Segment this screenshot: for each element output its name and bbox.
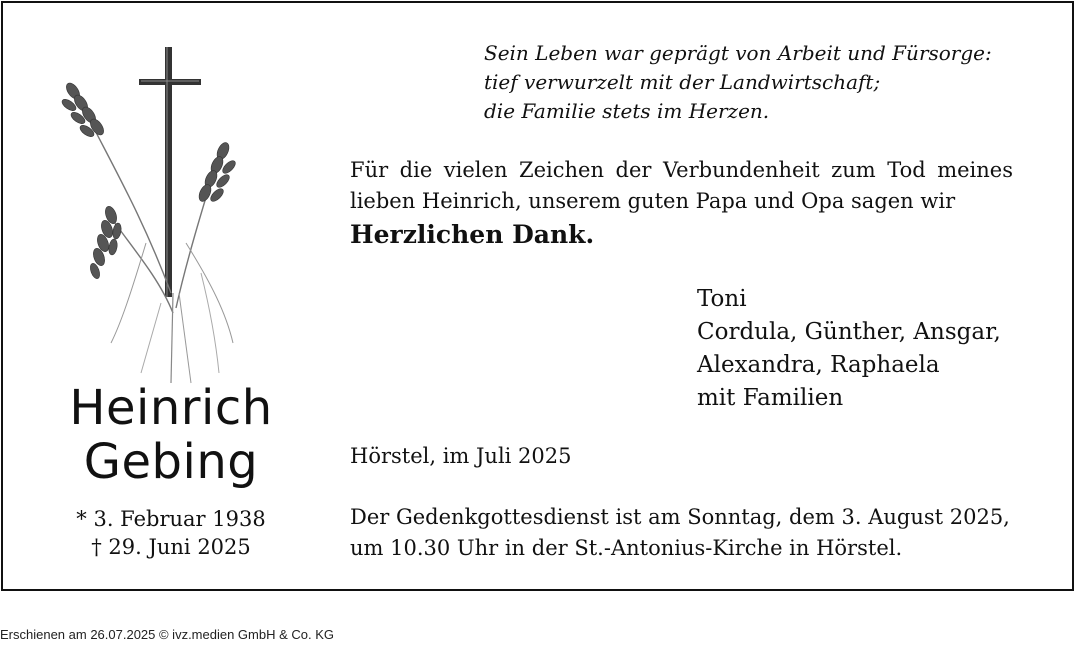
place-date: Hörstel, im Juli 2025 xyxy=(350,444,572,468)
cross-with-wheat-icon xyxy=(51,43,241,388)
motto-verse xyxy=(484,39,1044,126)
motto-line: die Familie stets im Herzen. xyxy=(484,99,770,123)
thanks-paragraph xyxy=(350,155,1013,217)
obituary-notice xyxy=(1,1,1074,591)
service-line: um 10.30 Uhr in der St.-Antonius-Kirche in Hörstel. xyxy=(350,536,903,560)
family-line: Alexandra, Raphaela xyxy=(697,352,940,378)
motto-line: tief verwurzelt mit der Landwirtschaft; xyxy=(484,70,881,94)
deceased-last-name: Gebing xyxy=(83,434,259,490)
motto-line: Sein Leben war geprägt von Arbeit und Fürsorge: xyxy=(484,41,992,65)
service-line: Der Gedenkgottesdienst ist am Sonntag, dem 3. August 2025, xyxy=(350,505,1010,529)
publication-footer: Erschienen am 26.07.2025 © ivz.medien GmbH & Co. KG xyxy=(0,627,335,642)
deceased-name xyxy=(43,381,299,489)
family-line: mit Familien xyxy=(697,385,844,411)
death-date: † 29. Juni 2025 xyxy=(91,535,251,559)
family-line: Cordula, Günther, Ansgar, xyxy=(697,319,1001,345)
family-signature xyxy=(697,283,1037,415)
birth-date: * 3. Februar 1938 xyxy=(76,507,266,531)
life-dates xyxy=(43,505,299,561)
thanks-line: Für die vielen Zeichen der Verbundenheit zum Tod meines xyxy=(350,158,1013,182)
deceased-first-name: Heinrich xyxy=(69,380,273,436)
big-thanks-heading: Herzlichen Dank. xyxy=(350,220,595,249)
family-line: Toni xyxy=(697,286,747,312)
thanks-line: lieben Heinrich, unserem guten Papa und Opa sagen wir xyxy=(350,189,956,213)
memorial-service-info xyxy=(350,502,1030,564)
